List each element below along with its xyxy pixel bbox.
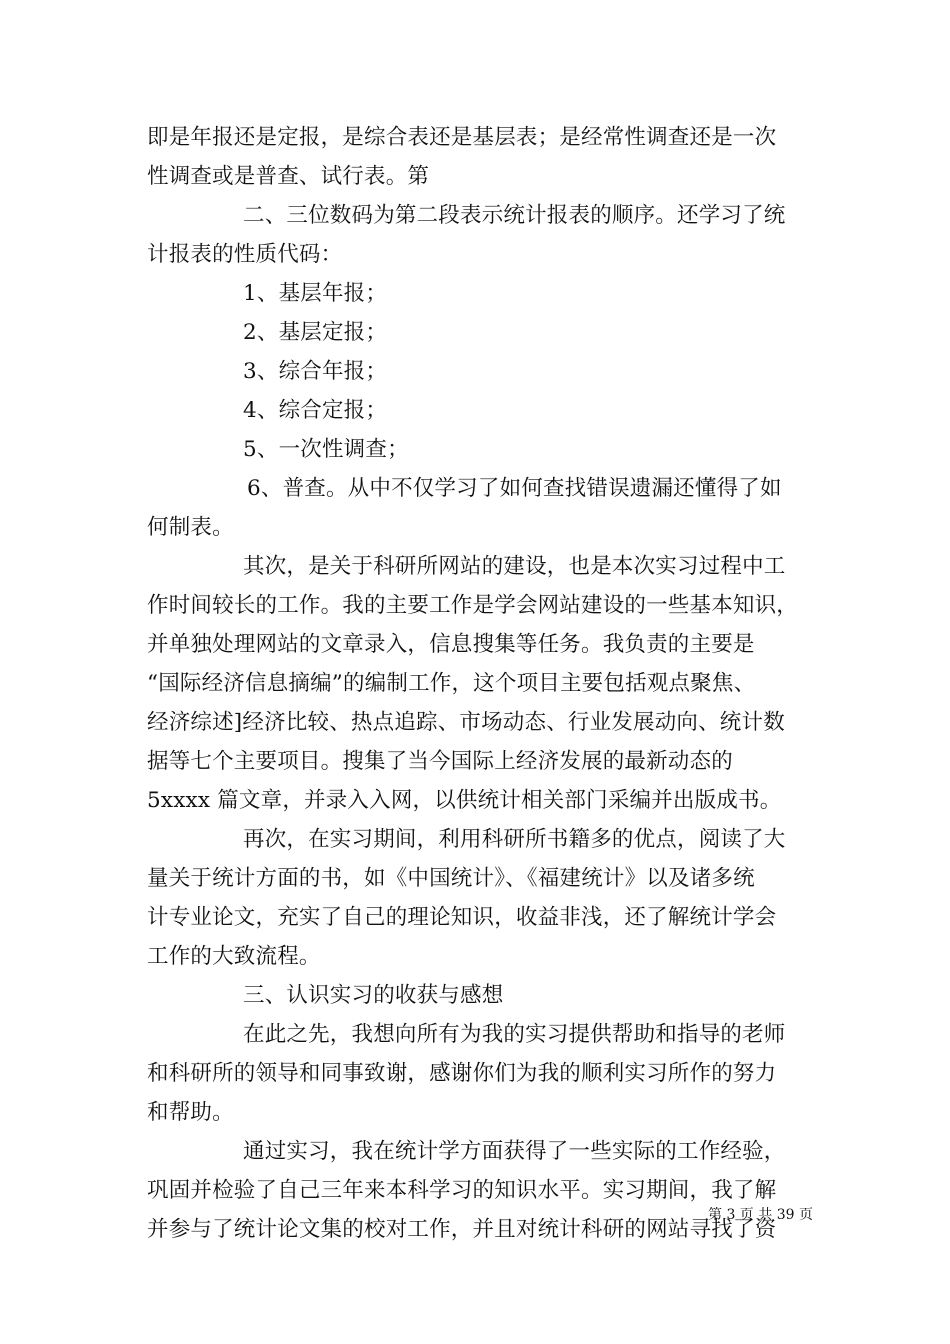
text-line: 即是年报还是定报，是综合表还是基层表；是经常性调查还是一次 <box>147 125 777 150</box>
text-line: 据等七个主要项目。搜集了当今国际上经济发展的最新动态的 <box>147 749 733 774</box>
text-line: 其次，是关于科研所网站的建设，也是本次实习过程中工 <box>243 554 786 579</box>
body-text <box>147 118 807 1249</box>
list-item: 6、普查。从中不仅学习了如何查找错误遗漏还懂得了如 <box>247 476 782 501</box>
list-item: 1、基层年报； <box>243 281 388 306</box>
text-line: 何制表。 <box>147 515 234 540</box>
list-item: 5、一次性调查； <box>243 437 409 462</box>
text-line: 并参与了统计论文集的校对工作，并且对统计科研的网站寻找了资 <box>147 1217 777 1242</box>
list-item: 3、综合年报； <box>243 359 388 384</box>
text-line: 二、三位数码为第二段表示统计报表的顺序。还学习了统 <box>243 203 786 228</box>
text-line: 5xxxx 篇文章，并录入入网，以供统计相关部门采编并出版成书。 <box>147 788 782 813</box>
list-item: 4、综合定报； <box>243 398 388 423</box>
text-line: 并单独处理网站的文章录入，信息搜集等任务。我负责的主要是 <box>147 632 755 657</box>
section-heading: 三、认识实习的收获与感想 <box>243 983 504 1008</box>
text-line: “国际经济信息摘编”的编制工作，这个项目主要包括观点聚焦、 <box>147 671 756 696</box>
text-line: 性调查或是普查、试行表。第 <box>147 164 430 189</box>
text-line: 作时间较长的工作。我的主要工作是学会网站建设的一些基本知识， <box>147 593 799 618</box>
page-number: 第 3 页 共 39 页 <box>708 1207 813 1223</box>
text-line: 和帮助。 <box>147 1100 234 1125</box>
text-line: 工作的大致流程。 <box>147 944 321 969</box>
text-line: 计专业论文，充实了自己的理论知识，收益非浅，还了解统计学会 <box>147 905 777 930</box>
text-line: 巩固并检验了自己三年来本科学习的知识水平。实习期间，我了解 <box>147 1178 777 1203</box>
text-line: 量关于统计方面的书，如《中国统计》、《福建统计》以及诸多统 <box>147 866 755 891</box>
text-line: 计报表的性质代码： <box>147 242 343 267</box>
text-line: 经济综述]经济比较、热点追踪、市场动态、行业发展动向、统计数 <box>147 710 785 735</box>
text-line: 和科研所的领导和同事致谢，感谢你们为我的顺利实习所作的努力 <box>147 1061 777 1086</box>
list-item: 2、基层定报； <box>243 320 388 345</box>
text-line: 通过实习，我在统计学方面获得了一些实际的工作经验， <box>243 1139 786 1164</box>
text-line: 再次，在实习期间，利用科研所书籍多的优点，阅读了大 <box>243 827 786 852</box>
text-line: 在此之先，我想向所有为我的实习提供帮助和指导的老师 <box>243 1022 786 1047</box>
